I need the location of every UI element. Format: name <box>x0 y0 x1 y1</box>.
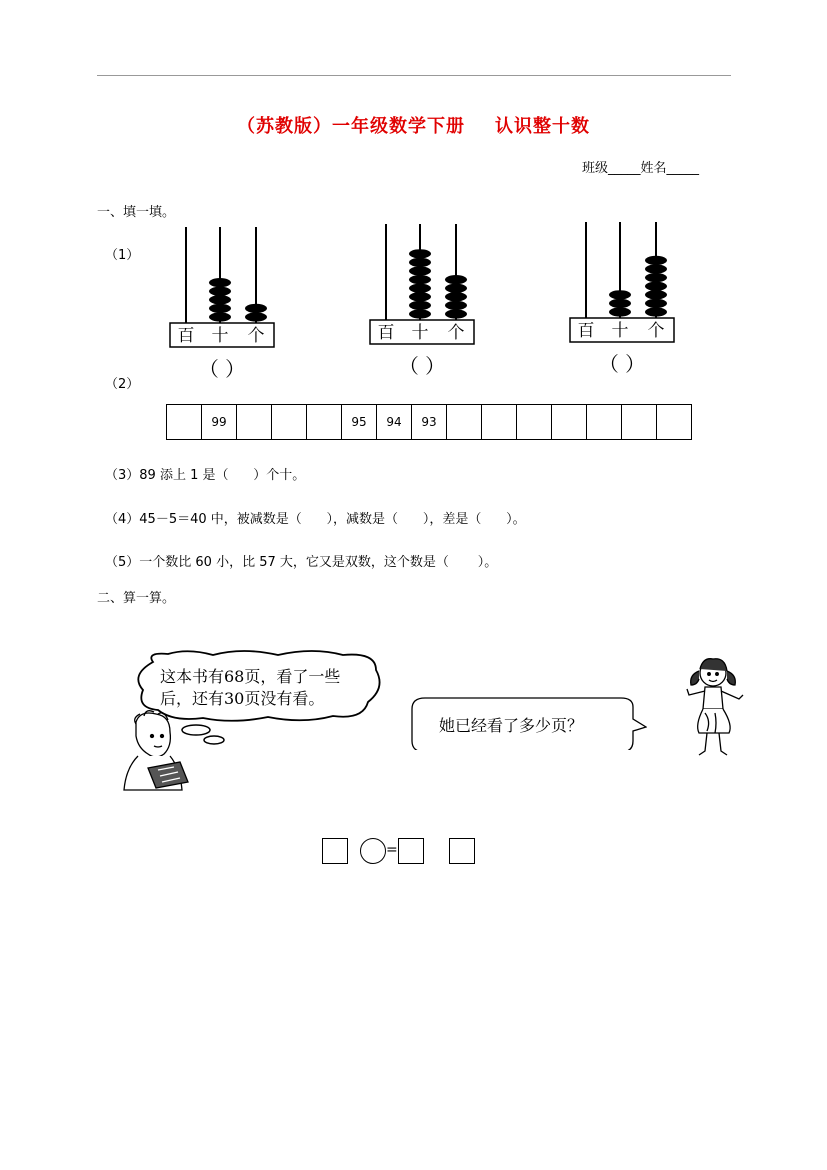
header-rule <box>97 75 731 76</box>
abacus-bead <box>409 266 431 275</box>
abacus-bead <box>645 299 667 308</box>
equals-sign: = <box>386 842 398 858</box>
number-cell[interactable] <box>657 405 692 440</box>
number-cell[interactable] <box>447 405 482 440</box>
abacus-bead <box>445 309 467 318</box>
abacus-bead <box>645 307 667 316</box>
operator-circle[interactable] <box>360 838 386 864</box>
q2-label: （2） <box>105 377 140 392</box>
number-cell[interactable] <box>482 405 517 440</box>
abacus-bead <box>245 312 267 321</box>
abacus-bead <box>409 301 431 310</box>
class-name-line <box>582 157 699 176</box>
section2-heading: 二、算一算。 <box>97 591 176 606</box>
title-topic: 认识整十数 <box>495 116 590 137</box>
number-cell[interactable] <box>272 405 307 440</box>
thought-line-2: 后，还有30页没有看。 <box>160 689 325 708</box>
abacus-place-label: 十 <box>211 326 229 346</box>
number-cell: 94 <box>377 405 412 440</box>
answer-box-2[interactable] <box>398 838 424 864</box>
abacus-bead <box>445 284 467 293</box>
number-cell: 93 <box>412 405 447 440</box>
abacus-bead <box>245 304 267 313</box>
section1-heading: 一、填一填。 <box>97 205 176 220</box>
abacus-bead <box>409 309 431 318</box>
abacus-bead <box>409 284 431 293</box>
thought-line-1: 这本书有68页，看了一些 <box>160 667 341 686</box>
abacus-bead <box>209 287 231 296</box>
abacus-answer-paren[interactable]: （ ） <box>198 357 246 381</box>
number-row <box>167 405 692 440</box>
answer-box-3[interactable] <box>449 838 475 864</box>
abacus-bead <box>209 304 231 313</box>
abacus-bead <box>445 292 467 301</box>
abacus-bead <box>409 258 431 267</box>
number-cell[interactable] <box>552 405 587 440</box>
number-cell[interactable] <box>167 405 202 440</box>
abacus-bead <box>409 275 431 284</box>
abacus-bead <box>209 312 231 321</box>
abacus-3 <box>568 220 680 380</box>
abacus-bead <box>645 290 667 299</box>
abacus-answer-paren[interactable]: （ ） <box>398 354 446 378</box>
boy-reading-illustration <box>124 711 188 790</box>
abacus-bead <box>645 282 667 291</box>
abacus-bead <box>209 295 231 304</box>
q5-text: （5）一个数比 60 小，比 57 大，它又是双数，这个数是（ ）。 <box>105 555 498 570</box>
abacus-place-label: 百 <box>377 323 395 343</box>
answer-box-1[interactable] <box>322 838 348 864</box>
abacus-place-label: 个 <box>447 323 465 343</box>
abacus-2 <box>368 222 480 382</box>
abacus-bead <box>645 264 667 273</box>
abacus-place-label: 个 <box>647 321 665 341</box>
number-cell: 99 <box>202 405 237 440</box>
speech-bubble <box>411 697 647 750</box>
abacus-bead <box>645 273 667 282</box>
class-label: 班级 <box>582 161 609 176</box>
girl-illustration <box>683 655 753 760</box>
abacus-bead <box>609 307 631 316</box>
speech-text: 她已经看了多少页？ <box>439 716 584 735</box>
abacus-place-label: 个 <box>247 326 265 346</box>
abacus-place-label: 百 <box>177 326 195 346</box>
abacus-bead <box>645 256 667 265</box>
name-blank: _____ <box>666 161 700 176</box>
abacus-bead <box>409 249 431 258</box>
abacus-bead <box>609 290 631 299</box>
thought-bubble <box>118 650 388 800</box>
q4-text: （4）45－5＝40 中，被减数是（ ），减数是（ ），差是（ ）。 <box>105 512 526 527</box>
abacus-place-label: 十 <box>411 323 429 343</box>
name-label: 姓名 <box>640 161 667 176</box>
class-blank: _____ <box>608 161 641 176</box>
number-sequence-table <box>166 404 692 440</box>
number-cell[interactable] <box>237 405 272 440</box>
abacus-bead <box>609 299 631 308</box>
abacus-bead <box>445 275 467 284</box>
abacus-place-label: 百 <box>577 321 595 341</box>
number-cell[interactable] <box>307 405 342 440</box>
abacus-1 <box>168 225 280 385</box>
number-cell[interactable] <box>587 405 622 440</box>
abacus-place-label: 十 <box>611 321 629 341</box>
title-main: （苏教版）一年级数学下册 <box>237 116 465 137</box>
abacus-bead <box>445 301 467 310</box>
abacus-answer-paren[interactable]: （ ） <box>598 352 646 376</box>
number-cell[interactable] <box>517 405 552 440</box>
page-title <box>0 112 827 138</box>
q3-text: （3）89 添上 1 是（ ）个十。 <box>105 468 306 483</box>
q1-label: （1） <box>105 248 140 263</box>
abacus-bead <box>209 278 231 287</box>
abacus-bead <box>409 292 431 301</box>
number-cell[interactable] <box>622 405 657 440</box>
number-cell: 95 <box>342 405 377 440</box>
